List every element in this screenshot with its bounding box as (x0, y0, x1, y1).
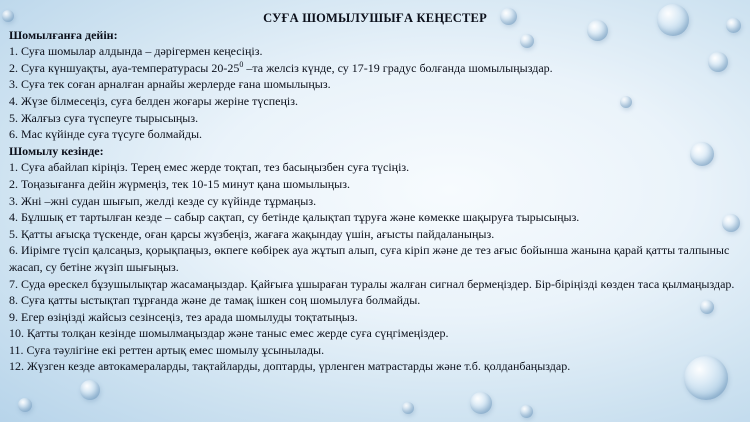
list-item: 6. Иірімге түсіп қалсаңыз, қорықпаңыз, өкпеге көбірек ауа жұтып алып, суға кіріп және де тез ағыс бойынша жанына қарай қатты талпыныс жасап, су бетіне жүзіп шығыңыз. (9, 243, 730, 274)
list-item: 5. Қатты ағысқа түскенде, оған қарсы жүзбеңіз, жағаға жақындау үшін, ағысты пайдаланыңыз. (9, 226, 495, 241)
list-item: 8. Суға қатты ыстықтап тұрғанда және де тамақ ішкен соң шомылуға болмайды. (9, 293, 421, 308)
section-heading-while-swimming: Шомылу кезінде: (9, 143, 104, 158)
list-item: 1. Суға абайлап кіріңіз. Терең емес жерде тоқтап, тез басыңызбен суға түсіңіз. (9, 160, 410, 175)
water-drop-decoration (470, 392, 492, 414)
list-item: 12. Жүзген кезде автокамераларды, тақтайларды, доптарды, үрленген матрастарды және т.б. қолданбаңыздар. (9, 359, 571, 374)
document-title: СУҒА ШОМЫЛУШЫҒА КЕҢЕСТЕР (263, 11, 487, 25)
list-item: 1. Суға шомылар алдында – дәрігермен кеңесіңіз. (9, 44, 263, 59)
list-item: 10. Қатты толқан кезінде шомылмаңыздар және таныс емес жерде суға сүңгімеңіздер. (9, 326, 449, 341)
list-item: 9. Егер өзіңізді жайсыз сезінсеңіз, тез арада шомылуды тоқтатыңыз. (9, 309, 358, 324)
document-body (9, 10, 741, 375)
list-item: 7. Суда өрескел бұзушылықтар жасамаңыздар. Қайғыға ұшыраған туралы жалған сигнал бермеңіздер. Бір-біріңізді көзден таса қылмаңыздар. (9, 276, 735, 291)
list-item: 11. Суға тәулігіне екі реттен артық емес шомылу ұсынылады. (9, 342, 325, 357)
water-drop-decoration (18, 398, 32, 412)
list-item: 2. Суға күншуақты, ауа-температурасы $20-25^0$ –та желсіз күнде, су 17-19 градус болғанда шомылыңыздар. (9, 59, 553, 75)
list-item: 6. Мас күйінде суға түсуге болмайды. (9, 127, 203, 142)
superscript: 0 (239, 59, 244, 69)
water-drop-decoration (402, 402, 414, 414)
list-item: 2. Тоңазығанға дейін жүрмеңіз, тек 10-15 минут қана шомылыңыз. (9, 176, 350, 191)
list-item: 4. Жүзе білмесеңіз, суға белден жоғары жеріне түспеңіз. (9, 93, 298, 108)
water-drop-decoration (520, 405, 533, 418)
list-item: 3. Жні –жні судан шығып, желді кезде су күйінде тұрмаңыз. (9, 193, 317, 208)
list-item: 3. Суға тек соған арналған арнайы жерлерде ғана шомылыңыз. (9, 77, 331, 92)
list-item: 4. Бұлшық ет тартылған кезде – сабыр сақтап, су бетінде қалықтап тұруға және көмекке шақыруға тырысыңыз. (9, 210, 580, 225)
section-heading-before-swimming: Шомылғанға дейін: (9, 27, 118, 42)
list-item: 5. Жалғыз суға түспеуге тырысыңыз. (9, 110, 199, 125)
water-drop-decoration (80, 380, 100, 400)
